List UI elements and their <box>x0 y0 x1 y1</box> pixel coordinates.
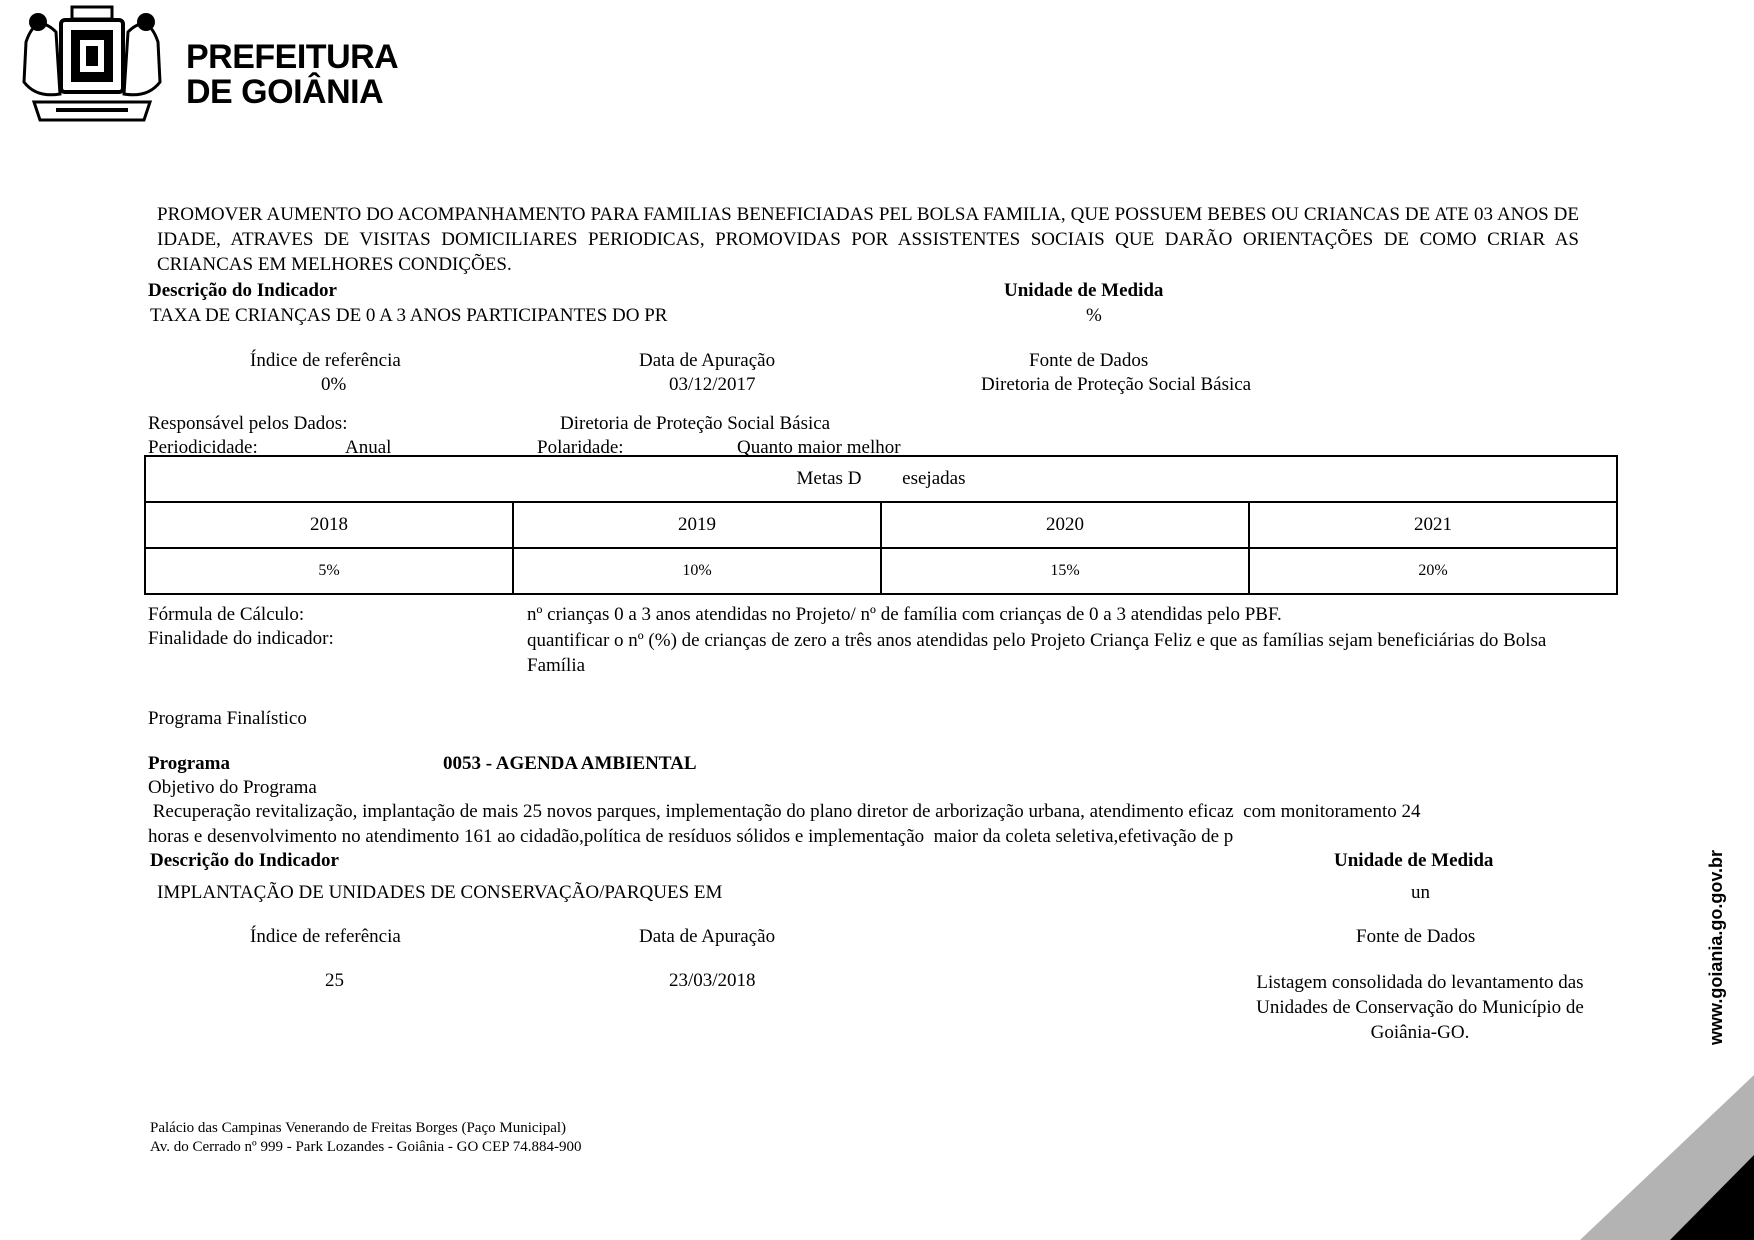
goal-year: 2021 <box>1249 502 1617 548</box>
goal-year: 2018 <box>145 502 513 548</box>
footer-address-line2: Av. do Cerrado nº 999 - Park Lozandes - Goiânia - GO CEP 74.884-900 <box>150 1139 582 1155</box>
corner-decoration <box>1580 1075 1754 1240</box>
goals-table <box>144 455 1618 595</box>
unit-label: Unidade de Medida <box>1004 280 1164 301</box>
objective-text: PROMOVER AUMENTO DO ACOMPANHAMENTO PARA FAMILIAS BENEFICIADAS PEL BOLSA FAMILIA, QUE POSSUEM BEBES OU CRIANCAS DE ATE 03 ANOS DE IDADE, ATRAVES DE VISITAS DOMICILIARES PERIODICAS, PROMOVIDAS POR ASSISTENTES SOCIAIS QUE DARÃO ORIENTAÇÕES DE COMO CRIAR AS CRIANCAS EM MELHORES CONDIÇÕES. <box>157 204 1579 275</box>
program-label: Programa <box>148 753 230 774</box>
data-source-value: Diretoria de Proteção Social Básica <box>981 374 1252 395</box>
data-source-label-2: Fonte de Dados <box>1356 926 1476 947</box>
periodicity-label: Periodicidade: <box>148 437 258 458</box>
formula-label: Fórmula de Cálculo: <box>148 604 305 625</box>
goal-value: 10% <box>513 548 881 594</box>
unit-value-2: un <box>1411 882 1430 903</box>
goals-title-part1: Metas D <box>796 468 862 489</box>
periodicity-value: Anual <box>345 437 392 458</box>
goal-value: 15% <box>881 548 1249 594</box>
reference-index-value-2: 25 <box>325 970 344 991</box>
date-value: 03/12/2017 <box>669 374 756 395</box>
program-objective-line1: Recuperação revitalização, implantação de mais 25 novos parques, implementação do plano diretor de arborização urbana, atendimento eficaz com monitoramento 24 <box>148 801 1421 822</box>
date-label-2: Data de Apuração <box>639 926 776 947</box>
program-value: 0053 - AGENDA AMBIENTAL <box>443 753 697 774</box>
reference-index-label-2: Índice de referência <box>250 926 401 947</box>
goals-title <box>145 456 1617 502</box>
unit-value: % <box>1086 305 1102 326</box>
org-name-line2: DE GOIÂNIA <box>186 73 384 111</box>
responsible-value: Diretoria de Proteção Social Básica <box>560 413 831 434</box>
goal-year: 2020 <box>881 502 1249 548</box>
indicator-label-2: Descrição do Indicador <box>150 850 339 871</box>
org-name-line1: PREFEITURA <box>186 38 399 76</box>
purpose-label: Finalidade do indicador: <box>148 628 334 649</box>
goal-value: 5% <box>145 548 513 594</box>
reference-index-value: 0% <box>321 374 347 395</box>
program-objective-label: Objetivo do Programa <box>148 777 317 798</box>
indicator-value-2: IMPLANTAÇÃO DE UNIDADES DE CONSERVAÇÃO/PARQUES EM <box>157 882 723 903</box>
date-label: Data de Apuração <box>639 350 776 371</box>
goal-year: 2019 <box>513 502 881 548</box>
data-source-value-2 <box>1230 970 1610 1045</box>
polarity-label: Polaridade: <box>537 437 624 458</box>
footer-address-line1: Palácio das Campinas Venerando de Freitas Borges (Paço Municipal) <box>150 1120 567 1136</box>
unit-label-2: Unidade de Medida <box>1334 850 1494 871</box>
responsible-label: Responsável pelos Dados: <box>148 413 348 434</box>
date-value-2: 23/03/2018 <box>669 970 756 991</box>
goal-value: 20% <box>1249 548 1617 594</box>
data-source-line: Unidades de Conservação do Município de <box>1256 997 1584 1018</box>
website-url: www.goiania.go.gov.br <box>1706 849 1726 1045</box>
formula-value: nº crianças 0 a 3 anos atendidas no Projeto/ nº de família com crianças de 0 a 3 atendidas pelo PBF. <box>527 604 1282 625</box>
data-source-line: Listagem consolidada do levantamento das <box>1256 972 1584 993</box>
program-objective-line2: horas e desenvolvimento no atendimento 161 ao cidadão,política de resíduos sólidos e implementação maior da coleta seletiva,efetivação de p <box>148 826 1234 847</box>
data-source-line: Goiânia-GO. <box>1370 1022 1470 1043</box>
coat-of-arms-logo <box>16 2 168 127</box>
data-source-label: Fonte de Dados <box>1029 350 1149 371</box>
indicator-label: Descrição do Indicador <box>148 280 337 301</box>
purpose-value: quantificar o nº (%) de crianças de zero a três anos atendidas pelo Projeto Criança Feliz e que as famílias sejam beneficiárias do Bolsa Família <box>527 630 1547 676</box>
indicator-value: TAXA DE CRIANÇAS DE 0 A 3 ANOS PARTICIPANTES DO PR <box>150 305 668 326</box>
polarity-value: Quanto maior melhor <box>737 437 901 458</box>
program-type: Programa Finalístico <box>148 708 307 729</box>
goals-title-part2: esejadas <box>902 468 966 489</box>
reference-index-label: Índice de referência <box>250 350 401 371</box>
